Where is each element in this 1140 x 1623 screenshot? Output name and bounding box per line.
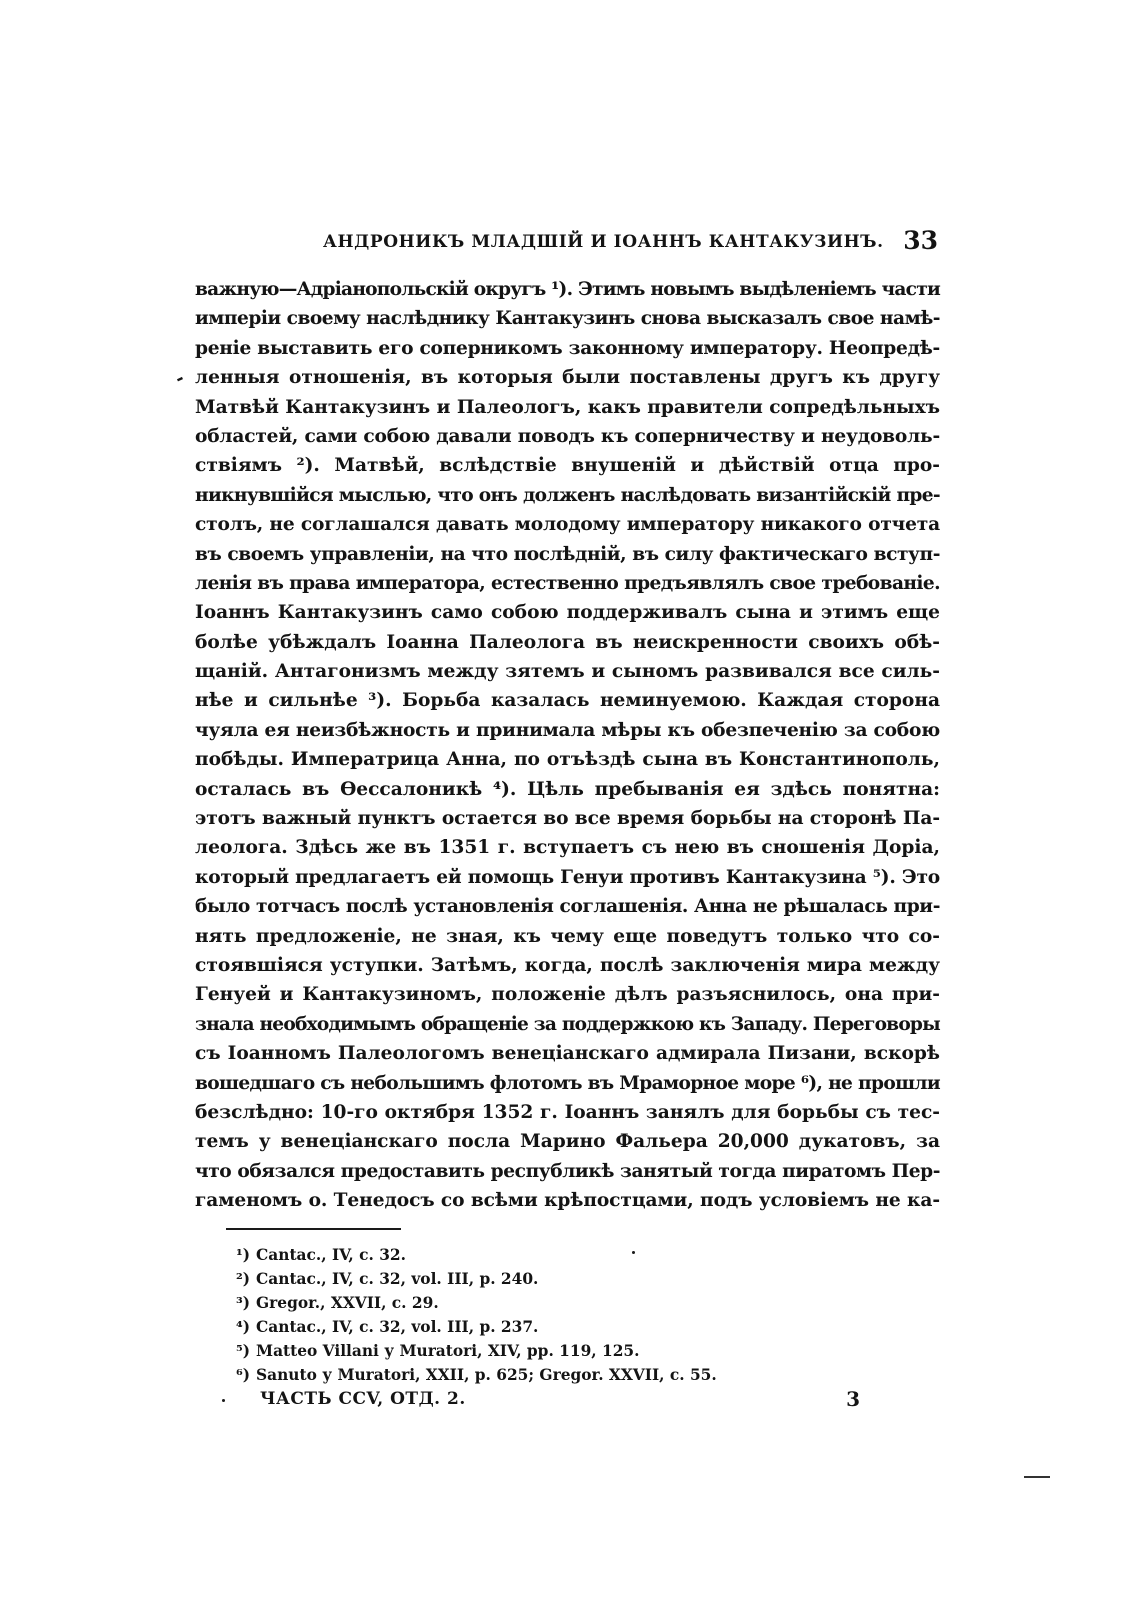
text-line: ленія въ права императора, естественно предъявлялъ свое требованіе. <box>195 572 941 594</box>
page-number: 33 <box>903 226 938 255</box>
text-line: реніе выставить его соперникомъ законному императору. Неопредѣ- <box>195 337 940 359</box>
running-title: АНДРОНИКЪ МЛАДШІЙ И ІОАННЪ КАНТАКУЗИНЪ. <box>323 232 884 252</box>
footnote <box>236 1243 886 1267</box>
footnote-text: Cantac., IV, c. 32, vol. III, p. 240. <box>256 1270 539 1288</box>
text-line: никнувшійся мыслью, что онъ долженъ наслѣдовать византійскій пре- <box>195 484 940 506</box>
footnote <box>236 1267 886 1291</box>
text-line: гаменомъ о. Тенедосъ со всѣми крѣпостцами, подъ условіемъ не ка- <box>195 1190 940 1212</box>
text-line: съ Іоанномъ Палеологомъ венеціанскаго адмирала Пизани, вскорѣ <box>195 1043 940 1065</box>
signature-mark: ЧАСТЬ CCV, ОТД. 2. <box>260 1389 466 1409</box>
text-line: было тотчасъ послѣ установленія соглашенія. Анна не рѣшалась при- <box>195 896 940 918</box>
footnote <box>236 1363 886 1387</box>
footnote-text: Matteo Villani у Muratori, XIV, pp. 119, 125. <box>256 1342 640 1360</box>
text-line: щаній. Антагонизмъ между зятемъ и сыномъ развивался все силь- <box>195 661 940 683</box>
footnote-text: Cantac., IV, c. 32, vol. III, p. 237. <box>256 1318 539 1336</box>
text-line: который предлагаетъ ей помощь Генуи противъ Кантакузина ⁵). Это <box>195 866 940 888</box>
footnote-text: Gregor., XXVII, c. 29. <box>256 1294 439 1312</box>
text-line: что обязался предоставить республикѣ занятый тогда пиратомъ Пер- <box>195 1160 941 1182</box>
text-line: этотъ важный пунктъ остается во все время борьбы на сторонѣ Па- <box>195 808 940 830</box>
running-header <box>195 226 940 258</box>
text-line: чуяла ея неизбѣжность и принимала мѣры къ обезпеченію за собою <box>195 719 940 741</box>
text-line: леолога. Здѣсь же въ 1351 г. вступаетъ съ нею въ сношенія Доріа, <box>195 837 940 859</box>
text-line: осталась въ Ѳессалоникѣ ⁴). Цѣль пребыванія ея здѣсь понятна: <box>195 778 940 800</box>
text-line: Матвѣй Кантакузинъ и Палеологъ, какъ правители сопредѣльныхъ <box>195 396 941 418</box>
text-line: стоявшіяся уступки. Затѣмъ, когда, послѣ заключенія мира между <box>195 954 940 976</box>
footnote-number: ⁴) <box>236 1318 251 1336</box>
body-text <box>195 275 940 1216</box>
text-line: вошедшаго съ небольшимъ флотомъ въ Мраморное море ⁶), не прошли <box>195 1072 940 1094</box>
footnote <box>236 1291 886 1315</box>
footnote-number: ⁵) <box>236 1342 251 1360</box>
footnote-number: ²) <box>236 1270 251 1288</box>
text-line: нѣе и сильнѣе ³). Борьба казалась неминуемою. Каждая сторона <box>195 690 940 712</box>
text-line: важную—Адріанопольскій округъ ¹). Этимъ новымъ выдѣленіемъ части <box>195 279 940 300</box>
text-line: болѣе убѣждалъ Іоанна Палеолога въ неискренности своихъ обѣ- <box>195 631 940 653</box>
text-line: Іоаннъ Кантакузинъ само собою поддерживалъ сына и этимъ еще <box>195 602 940 624</box>
signature-line <box>260 1389 860 1417</box>
text-line: знала необходимымъ обращеніе за поддержкою къ Западу. Переговоры <box>195 1013 941 1035</box>
footnote <box>236 1315 886 1339</box>
text-line: Генуей и Кантакузиномъ, положеніе дѣлъ разъяснилось, она при- <box>195 984 940 1006</box>
footnote-text: Sanuto у Muratori, XXII, p. 625; Gregor. XXVII, c. 55. <box>256 1366 717 1384</box>
footnote-number: ³) <box>236 1294 251 1312</box>
text-line: ленныя отношенія, въ которыя были поставлены другъ къ другу <box>195 367 940 389</box>
text-line: побѣды. Императрица Анна, по отъѣздѣ сына въ Константинополь, <box>195 749 940 771</box>
text-line: имперіи своему наслѣднику Кантакузинъ снова высказалъ свое намѣ- <box>195 308 940 330</box>
text-line: столъ, не соглашался давать молодому императору никакого отчета <box>195 514 941 536</box>
text-line: ствіямъ ²). Матвѣй, вслѣдствіе внушеній и дѣйствій отца про- <box>195 455 940 477</box>
margin-mark: - <box>171 367 188 390</box>
text-line: областей, сами собою давали поводъ къ соперничеству и неудоволь- <box>195 425 940 447</box>
text-line: въ своемъ управленіи, на что послѣдній, въ силу фактическаго вступ- <box>195 543 941 565</box>
footnote-text: Cantac., IV, c. 32. <box>256 1246 406 1264</box>
footnote-number: ¹) <box>236 1246 251 1264</box>
scan-mark <box>1024 1476 1050 1478</box>
footnotes <box>236 1243 886 1387</box>
ink-speck <box>632 1251 635 1254</box>
text-line: нять предложеніе, не зная, къ чему еще поведутъ только что со- <box>195 925 940 947</box>
footnote-rule <box>226 1228 401 1230</box>
footnote-number: ⁶) <box>236 1366 251 1384</box>
footnote <box>236 1339 886 1363</box>
signature-number: 3 <box>846 1387 860 1411</box>
ink-speck <box>222 1399 225 1402</box>
text-line: безслѣдно: 10-го октября 1352 г. Іоаннъ занялъ для борьбы съ тес- <box>195 1101 940 1123</box>
text-line: темъ у венеціанскаго посла Марино Фальера 20,000 дукатовъ, за <box>195 1131 940 1153</box>
